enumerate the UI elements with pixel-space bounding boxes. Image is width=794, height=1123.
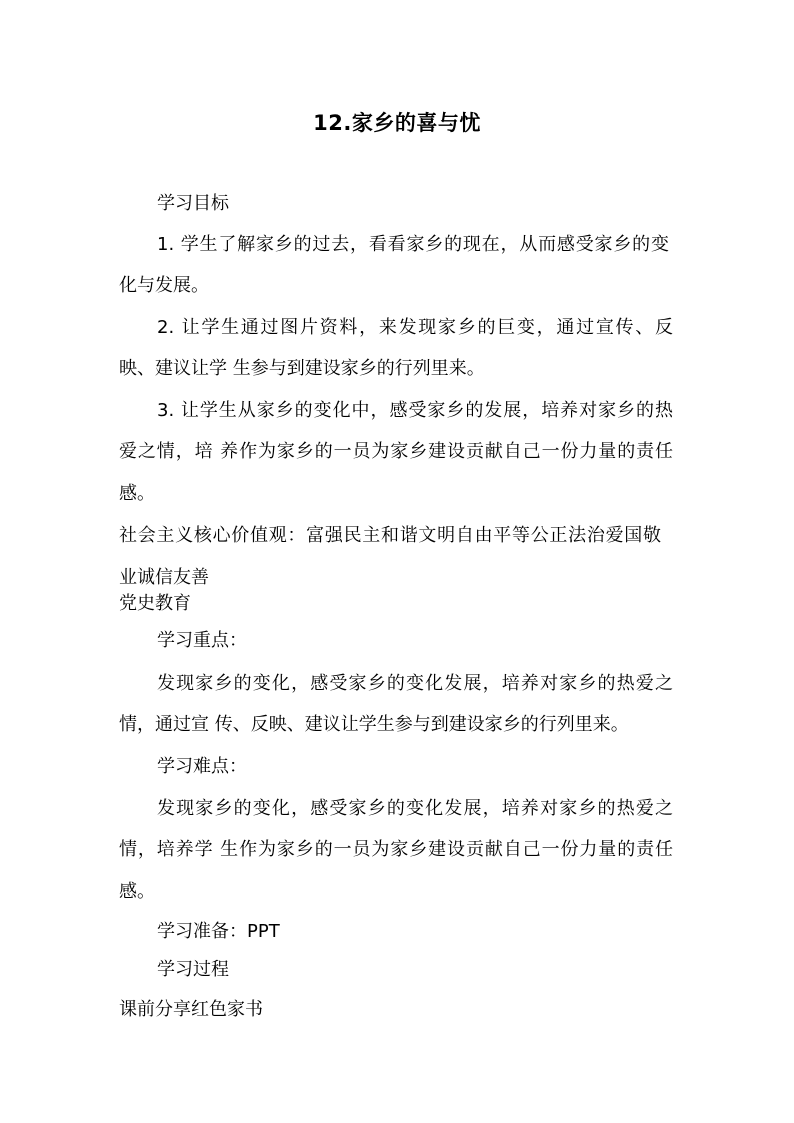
difficulties-line-3: 感。: [119, 881, 155, 902]
core-values-line-2: 业诚信友善: [119, 567, 209, 588]
goal-1-line-2: 化与发展。: [119, 275, 209, 296]
goal-1-line-1: 1. 学生了解家乡的过去，看看家乡的现在，从而感受家乡的变: [157, 234, 669, 255]
difficulties-heading: 学习难点：: [157, 756, 247, 777]
goal-2-line-2: 映、建议让学 生参与到建设家乡的行列里来。: [119, 358, 485, 379]
goal-3-line-3: 感。: [119, 483, 155, 504]
pre-class-sharing: 课前分享红色家书: [119, 999, 263, 1020]
goal-3-line-1: 3. 让学生从家乡的变化中，感受家乡的发展，培养对家乡的热: [157, 400, 673, 421]
difficulties-line-1: 发现家乡的变化，感受家乡的变化发展，培养对家乡的热爱之: [157, 798, 673, 819]
difficulties-line-2: 情，培养学 生作为家乡的一员为家乡建设贡献自己一份力量的责任: [119, 839, 673, 860]
process-heading: 学习过程: [157, 959, 229, 980]
core-values-line-1: 社会主义核心价值观：富强民主和谐文明自由平等公正法治爱国敬: [119, 525, 661, 546]
document-title: 12.家乡的喜与忧: [313, 111, 481, 135]
goal-heading: 学习目标: [157, 193, 229, 214]
key-points-line-2: 情，通过宣 传、反映、建议让学生参与到建设家乡的行列里来。: [119, 714, 629, 735]
goal-3-line-2: 爱之情，培 养作为家乡的一员为家乡建设贡献自己一份力量的责任: [119, 441, 673, 462]
goal-2-line-1: 2. 让学生通过图片资料，来发现家乡的巨变，通过宣传、反: [157, 317, 673, 338]
key-points-heading: 学习重点：: [157, 630, 247, 651]
key-points-line-1: 发现家乡的变化，感受家乡的变化发展，培养对家乡的热爱之: [157, 673, 673, 694]
preparation-line: 学习准备：PPT: [157, 921, 280, 942]
party-history-label: 党史教育: [119, 593, 191, 614]
